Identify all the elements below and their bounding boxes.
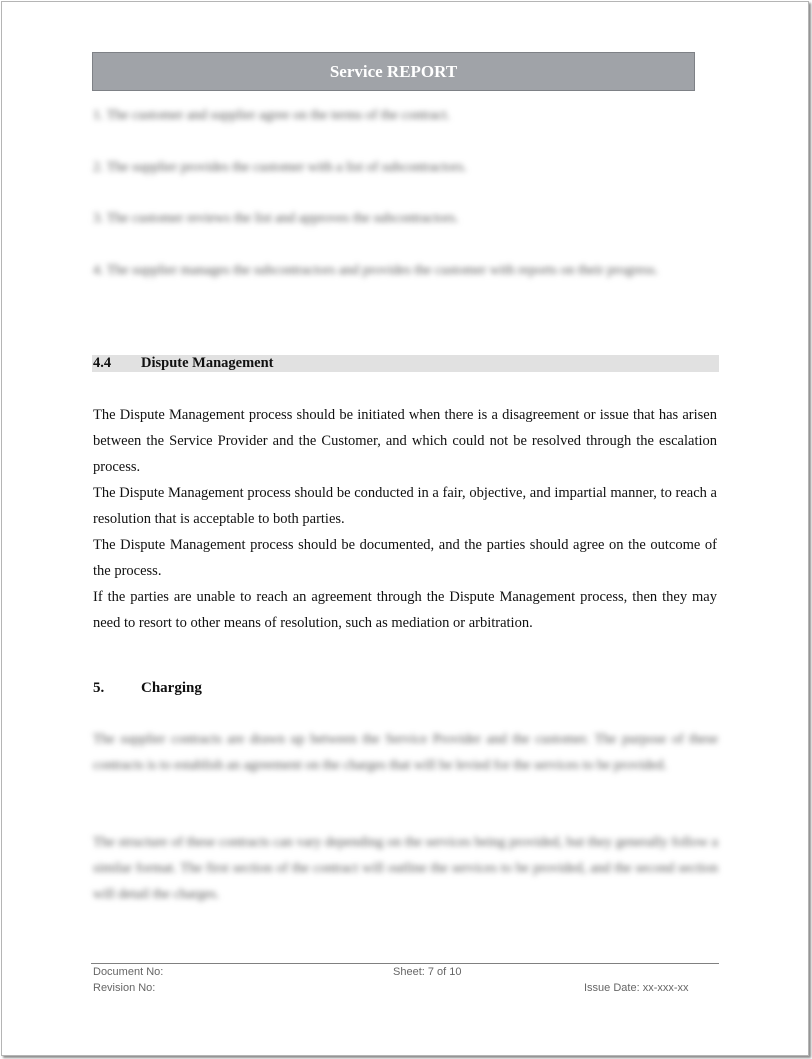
section-number-charging: 5. <box>93 680 105 696</box>
blurred-list-item: 4. The supplier manages the subcontractors and provides the customer with reports on their progress. <box>93 263 659 278</box>
blurred-list-item: 2. The supplier provides the customer with a list of subcontractors. <box>93 160 467 175</box>
report-title: Service REPORT <box>92 52 695 91</box>
blurred-list-item: 1. The customer and supplier agree on the terms of the contract. <box>93 108 451 123</box>
paragraph: If the parties are unable to reach an agreement through the Dispute Management process, then they may need to resort to other means of resolution, such as mediation or arbitration. <box>93 589 717 631</box>
footer-issue-date: Issue Date: xx-xxx-xx <box>584 982 689 994</box>
section-title: Dispute Management <box>141 355 274 371</box>
section-heading-dispute-management <box>92 355 719 372</box>
footer-sheet-number: Sheet: 7 of 10 <box>393 966 462 978</box>
footer-divider <box>91 963 719 964</box>
blurred-list-item: 3. The customer reviews the list and approves the subcontractors. <box>93 211 459 226</box>
paragraph: The Dispute Management process should be documented, and the parties should agree on the outcome of the process. <box>93 537 717 579</box>
paragraph: The Dispute Management process should be conducted in a fair, objective, and impartial manner, to reach a resolution that is acceptable to both parties. <box>93 485 717 527</box>
section-title-charging: Charging <box>141 680 202 696</box>
footer-document-no: Document No: <box>93 966 164 978</box>
footer-revision-no: Revision No: <box>93 982 156 994</box>
blurred-paragraph: The supplier contracts are drawn up between the Service Provider and the customer. The purpose of these contracts is to establish an agreement on the charges that will be levied for the services to be provided. <box>93 732 718 773</box>
section-number: 4.4 <box>93 355 112 371</box>
blurred-paragraph: The structure of these contracts can vary depending on the services being provided, but they generally follow a similar format. The first section of the contract will outline the services to be provided, and the second section will detail the charges. <box>93 835 718 902</box>
paragraph: The Dispute Management process should be initiated when there is a disagreement or issue that has arisen between the Service Provider and the Customer, and which could not be resolved through the escalation process. <box>93 407 717 475</box>
dispute-management-body <box>93 402 717 636</box>
